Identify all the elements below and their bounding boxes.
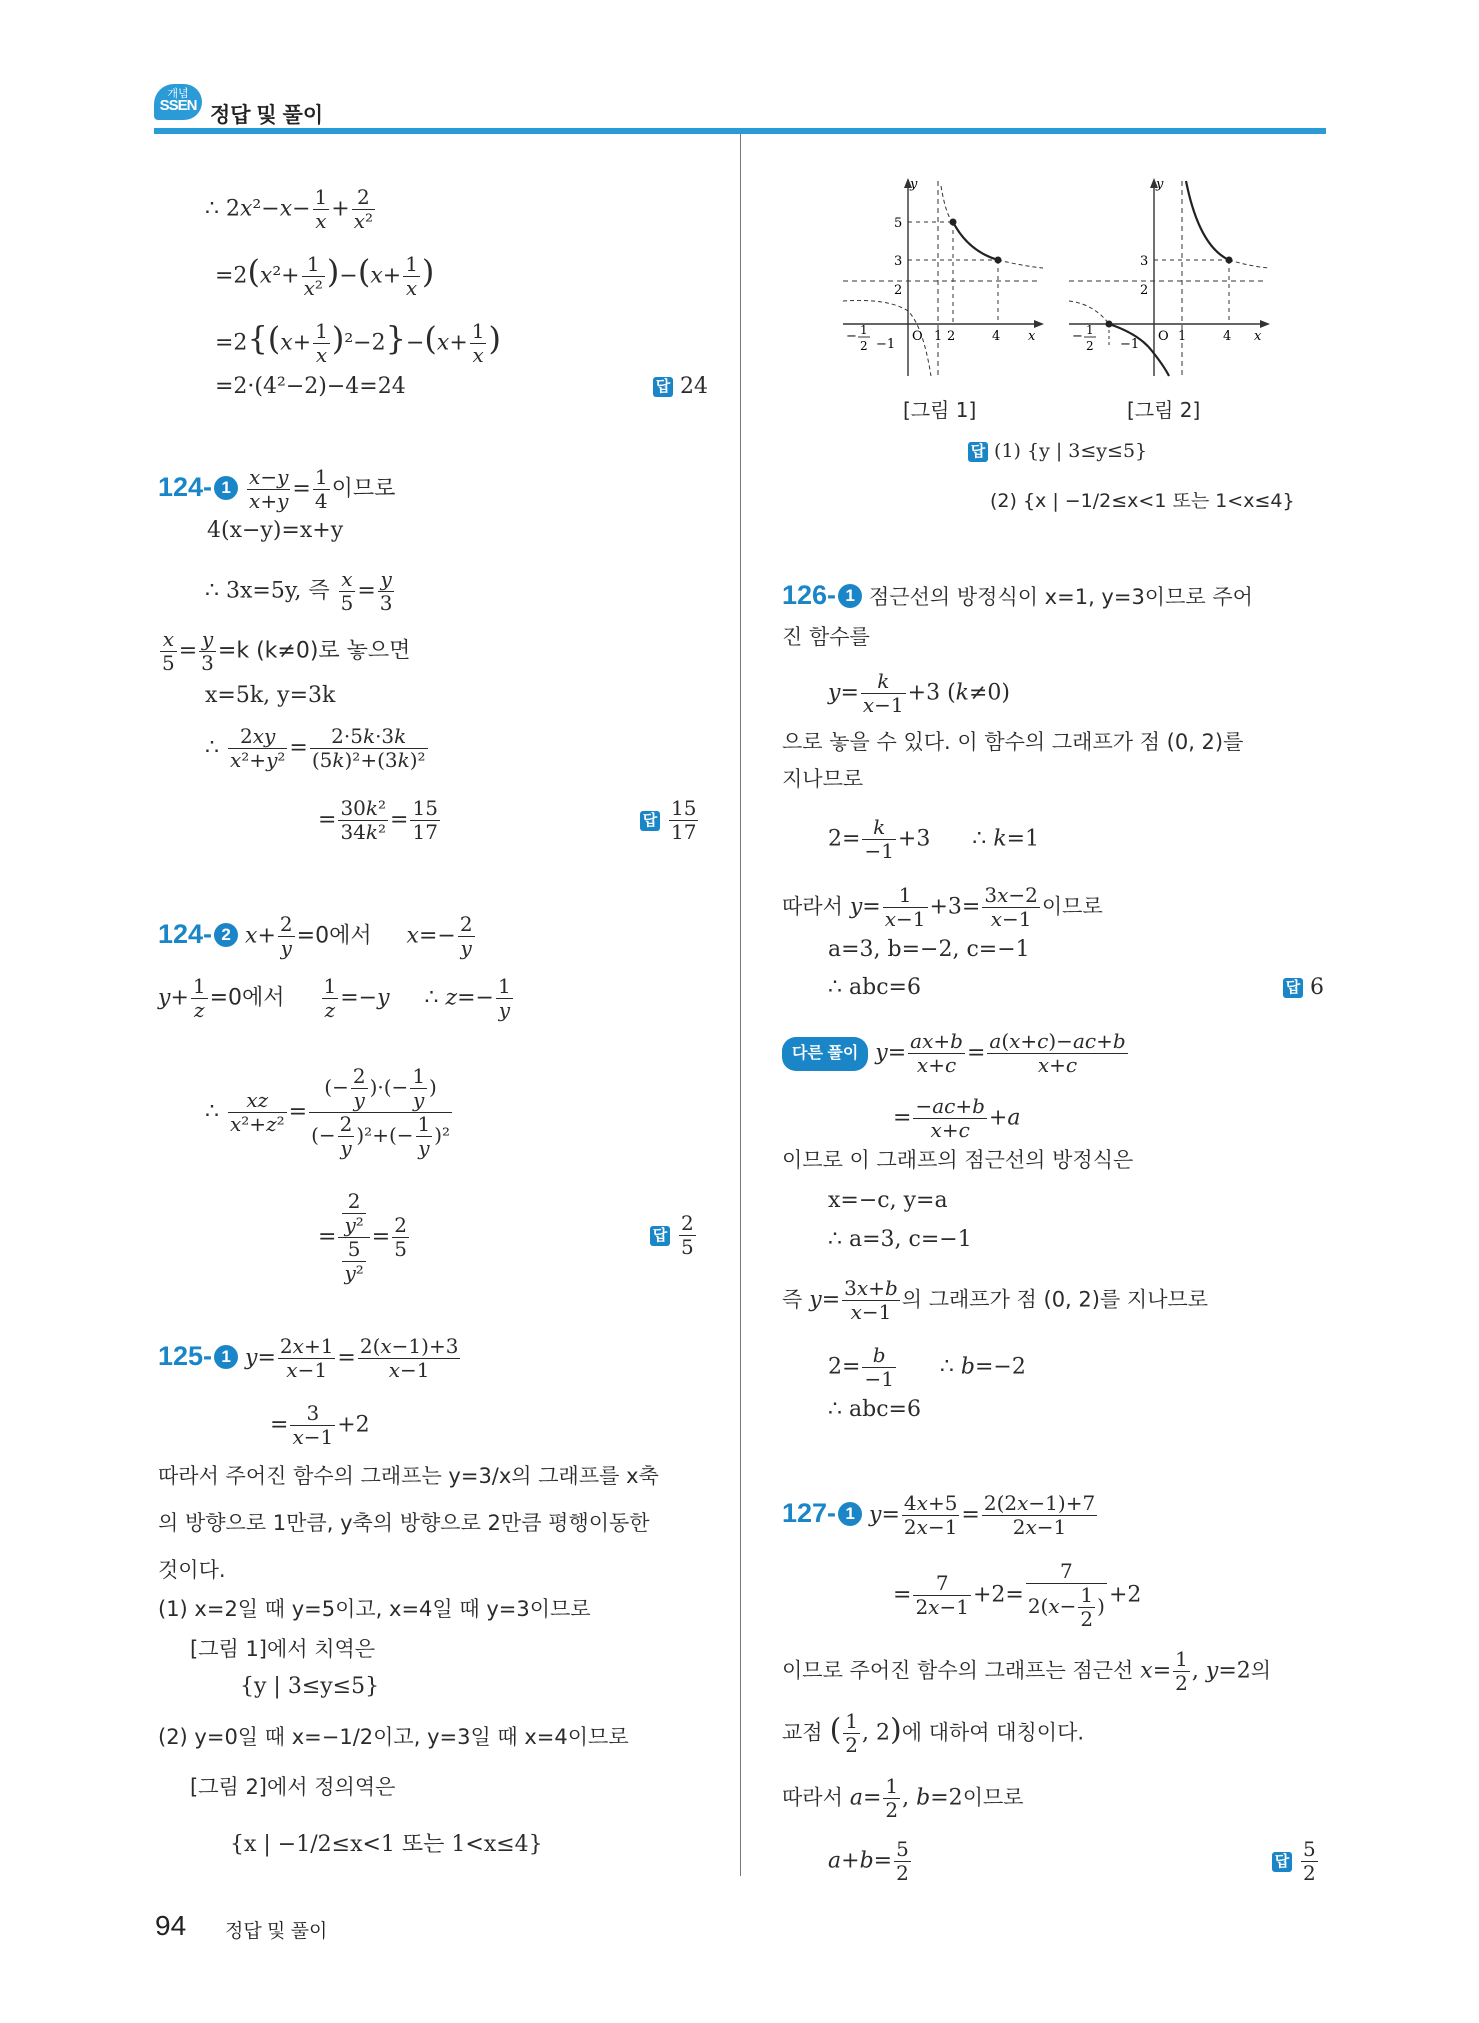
p125-step1: (1) x=2일 때 y=5이고, x=4일 때 y=3이므로 [158,1597,591,1621]
alt-line4: x=−c, y=a [828,1188,948,1213]
p123-answer: 답 24 [653,372,708,402]
alt-line7: 2= $\frac{b}{-1}$ ∴ b=−2 [828,1343,1026,1391]
p124a-line1: 124- 1 $\frac{x-y}{x+y}$ = $\frac{1}{4}$ 이므로 [158,465,396,513]
svg-text:x: x [1028,329,1036,344]
p124a-line2: 4(x−y)=x+y [207,518,344,543]
p126-line7: 따라서 y= $\frac{1}{x-1}$ +3= $\frac{3x-2}{x-1}$ 이므로 [782,883,1103,931]
p127-line1: 127- 1 y= $\frac{4x+5}{2x-1}$ = $\frac{2(2x-1)+7}{2x-1}$ [782,1491,1096,1539]
p124b-line1: 124- 2 x+ $\frac{2}{y}$ =0에서 x=− $\frac{2}{y}$ [158,912,473,960]
svg-text:y: y [1156,177,1164,192]
p125-step3: {y | 3≤y≤5} [240,1674,380,1699]
p126-line4: 으로 놓을 수 있다. 이 함수의 그래프가 점 (0, 2)를 [782,730,1244,754]
p123-line3: =2{(x+ $\frac{1}{x}$ )²−2}−(x+ $\frac{1}{x}$ ) [215,319,501,367]
p125-text1: 따라서 주어진 함수의 그래프는 y=3/x의 그래프를 x축 [158,1464,659,1488]
figure-2-caption: [그림 2] [1127,398,1201,422]
svg-text:−: − [1072,329,1083,344]
p124a-line5: x=5k, y=3k [205,683,336,708]
p125-step4: (2) y=0일 때 x=−1/2이고, y=3일 때 x=4이므로 [158,1725,629,1749]
svg-text:y: y [910,177,918,192]
svg-text:O: O [1158,329,1169,344]
p123-line2: =2(x²+ $\frac{1}{\text{x²}}$ )−(x+ $\frac{1}{x}$ ) [215,252,435,300]
p126-line2: 진 함수를 [782,625,870,649]
p126-answer: 답 6 [1283,973,1324,1003]
header-title: 정답 및 풀이 [210,104,324,127]
svg-text:3: 3 [894,254,903,269]
p123-line4: =2·(4²−2)−4=24 [215,374,406,399]
svg-text:2: 2 [1086,339,1094,353]
svg-text:2: 2 [894,283,903,298]
p125-line2: = $\frac{3}{x-1}$ +2 [270,1401,370,1449]
p127-line6: a+b= $\frac{5}{2}$ [828,1837,909,1885]
p126-line8: a=3, b=−2, c=−1 [828,937,1030,962]
p125-step5: [그림 2]에서 정의역은 [190,1775,396,1799]
p126-line1: 126- 1 점근선의 방정식이 x=1, y=3이므로 주어 [782,580,1253,610]
p127-answer: 답 $\frac{5}{2}$ [1272,1838,1320,1885]
p125-step2: [그림 1]에서 치역은 [190,1637,376,1661]
alt-line3: 이므로 이 그래프의 점근선의 방정식은 [782,1148,1134,1172]
svg-text:−1: −1 [1120,337,1140,352]
p124a-line3: ∴ 3x=5y, 즉 $\frac{x}{5}$ = $\frac{y}{3}$ [205,567,393,615]
p124a-line4: $\frac{x}{5}$ = $\frac{y}{3}$ =k (k≠0)로 놓으면 [162,627,411,675]
p124b-line2: y+ $\frac{1}{z}$ =0에서 $\frac{1}{z}$ =−y ∴ z=− $\frac{1}{y}$ [158,974,511,1022]
svg-text:4: 4 [1223,329,1232,344]
alt-line1: 다른 풀이 y= $\frac{ax+b}{x+c}$ = $\frac{a(x+c)-ac+b}{x+c}$ [782,1030,1130,1077]
svg-text:−1: −1 [876,337,896,352]
footer-label: 정답 및 풀이 [225,1921,328,1942]
p125-line1: 125- 1 y= $\frac{2x+1}{x-1}$ = $\frac{2(x-1)+3}{x-1}$ [158,1334,459,1382]
svg-text:x: x [1254,329,1262,344]
p124b-line3: ∴ $\frac{xz}{\text{x²+z²}}$ = (− $\frac{2}{y}$ )·(− $\frac{1}{y}$ ) (− $\frac{2}{y}$ )²+(− $\frac{1}{y}$ )² [205,1064,451,1160]
p127-line4: 교점 ( $\frac{1}{2}$ , 2)에 대하여 대칭이다. [782,1709,1085,1757]
p124a-answer: 답 $\frac{15}{17}$ [640,797,700,844]
svg-text:2: 2 [947,329,956,344]
p125-text3: 것이다. [158,1558,226,1582]
p125-answer-2: (2) {x | −1/2≤x<1 또는 1<x≤4} [990,490,1295,512]
svg-text:O: O [912,329,923,344]
p124a-line7: = $\frac{\text{30k²}}{\text{34k²}}$ = $\frac{15}{17}$ [318,796,438,844]
p126-line5: 지나므로 [782,767,864,791]
svg-text:1: 1 [1086,323,1094,337]
p124a-line6: ∴ $\frac{2xy}{\text{x²+y²}}$ = $\frac{2\cdot 5k\cdot 3k}{\text{(5k)²+(3k)²}}$ [205,724,426,772]
alt-line5: ∴ a=3, c=−1 [828,1227,972,1252]
p127-line3: 이므로 주어진 함수의 그래프는 점근선 x= $\frac{1}{2}$ , y=2의 [782,1647,1272,1695]
p124b-answer: 답 $\frac{2}{5}$ [650,1212,698,1259]
p123-line1: ∴ 2x²−x− $\frac{1}{x}$ + $\frac{2}{\text{x²}}$ [205,185,374,233]
p125-text2: 의 방향으로 1만큼, y축의 방향으로 2만큼 평행이동한 [158,1511,650,1535]
svg-text:2: 2 [860,339,868,353]
p126-line6: 2= $\frac{k}{-1}$ +3 ∴ k=1 [828,815,1040,863]
column-divider [740,134,741,1876]
alt-line2: = $\frac{-ac+b}{x+c}$ +a [893,1094,1021,1142]
svg-text:3: 3 [1140,254,1149,269]
p125-step6: {x | −1/2≤x<1 또는 1<x≤4} [230,1832,543,1857]
p126-line3: y= $\frac{k}{x-1}$ +3 (k≠0) [828,669,1011,717]
p125-answer-1: 답 (1) {y | 3≤y≤5} [968,436,1147,466]
p124b-line4: = $\frac{\frac{2}{\text{y²}}}{\frac{5}{\text{y²}}}$ = $\frac{2}{5}$ [318,1189,407,1285]
svg-text:1: 1 [860,323,868,337]
figure-1-graph [838,176,1050,386]
p127-line5: 따라서 a= $\frac{1}{2}$ , b=2이므로 [782,1774,1024,1822]
p127-line2: = $\frac{7}{2x-1}$ +2= 7 2(x− $\frac{1}{2}$ ) +2 [893,1559,1142,1631]
svg-text:2: 2 [1140,283,1149,298]
alt-line8: ∴ abc=6 [828,1397,921,1422]
svg-text:1: 1 [1178,329,1187,344]
figure-2-graph [1064,176,1276,386]
ssen-logo: 개념 SSEN [154,84,202,120]
figure-1-caption: [그림 1] [903,398,977,422]
p126-line9: ∴ abc=6 [828,975,921,1000]
svg-text:5: 5 [894,216,903,231]
alt-line6: 즉 y= $\frac{3x+b}{x-1}$ 의 그래프가 점 (0, 2)를 지나므로 [782,1276,1209,1324]
svg-text:−: − [846,329,857,344]
svg-text:4: 4 [992,329,1001,344]
svg-text:1: 1 [934,329,943,344]
page-number: 94 [155,1910,187,1941]
